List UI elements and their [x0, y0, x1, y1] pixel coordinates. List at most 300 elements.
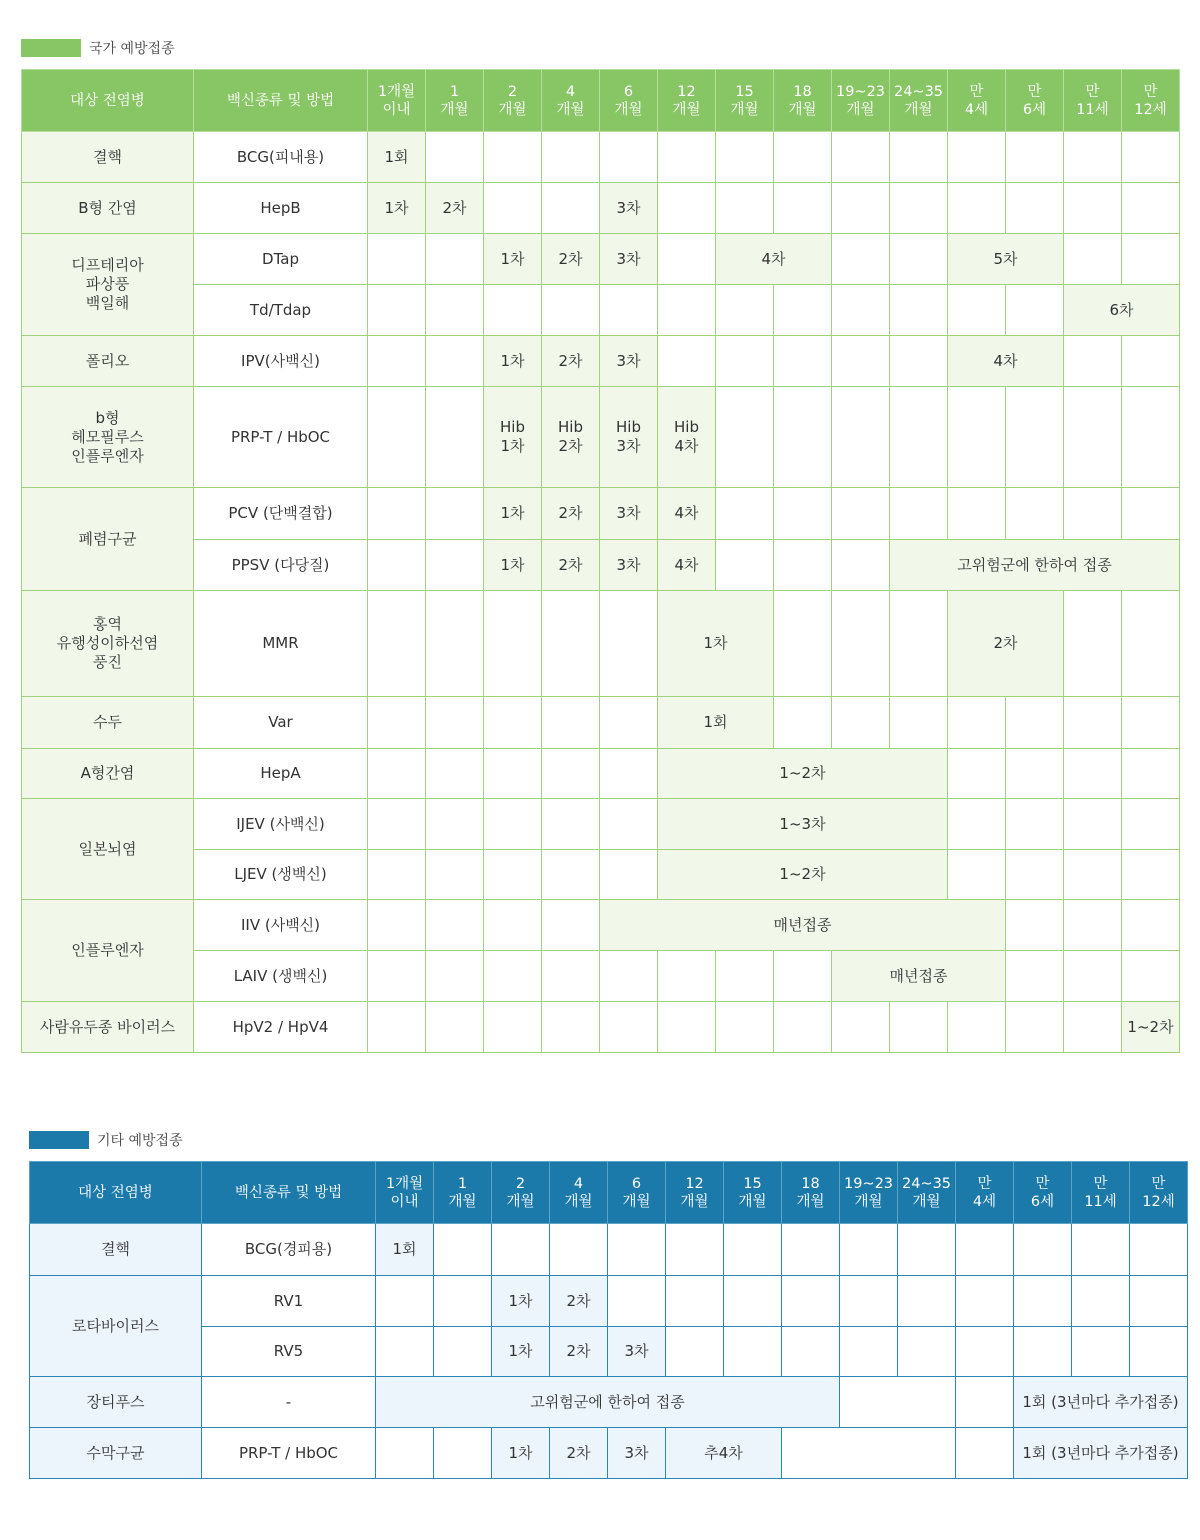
empty-cell — [550, 1224, 608, 1276]
disease-cell: b형 헤모필루스 인플루엔자 — [22, 387, 194, 488]
empty-cell — [484, 850, 542, 900]
dose-cell: 2차 — [542, 488, 600, 540]
empty-cell — [666, 1224, 724, 1276]
disease-cell: 폴리오 — [22, 336, 194, 387]
empty-cell — [832, 387, 890, 488]
empty-cell — [716, 951, 774, 1002]
empty-cell — [600, 285, 658, 336]
disease-cell: 홍역 유행성이하선염 풍진 — [22, 591, 194, 697]
table-row — [22, 540, 1180, 591]
empty-cell — [1122, 850, 1180, 900]
empty-cell — [1064, 697, 1122, 749]
empty-cell — [542, 850, 600, 900]
dose-cell: 1~3차 — [658, 799, 948, 850]
header-age: 1 개월 — [426, 70, 484, 132]
empty-cell — [658, 183, 716, 234]
header-age: 6 개월 — [600, 70, 658, 132]
dose-cell: 2차 — [542, 540, 600, 591]
empty-cell — [890, 132, 948, 183]
empty-cell — [840, 1224, 898, 1276]
empty-cell — [716, 336, 774, 387]
other-legend-swatch — [29, 1131, 89, 1149]
disease-cell: 장티푸스 — [30, 1377, 202, 1428]
dose-cell: 4차 — [948, 336, 1064, 387]
table-header-row — [30, 1162, 1188, 1224]
vaccine-cell: Td/Tdap — [194, 285, 368, 336]
empty-cell — [716, 1002, 774, 1053]
empty-cell — [542, 132, 600, 183]
empty-cell — [368, 850, 426, 900]
vaccine-cell: LJEV (생백신) — [194, 850, 368, 900]
empty-cell — [1006, 183, 1064, 234]
empty-cell — [948, 799, 1006, 850]
empty-cell — [1072, 1327, 1130, 1377]
disease-cell: 결핵 — [22, 132, 194, 183]
empty-cell — [956, 1327, 1014, 1377]
dose-cell: 1~2차 — [658, 850, 948, 900]
vaccine-cell: - — [202, 1377, 376, 1428]
header-age: 18 개월 — [774, 70, 832, 132]
other-section-header — [29, 1130, 183, 1150]
header-age: 만 12세 — [1122, 70, 1180, 132]
empty-cell — [542, 749, 600, 799]
table-row — [22, 591, 1180, 697]
empty-cell — [376, 1428, 434, 1479]
empty-cell — [774, 488, 832, 540]
empty-cell — [1064, 951, 1122, 1002]
empty-cell — [426, 799, 484, 850]
empty-cell — [600, 799, 658, 850]
dose-cell: 2차 — [550, 1327, 608, 1377]
empty-cell — [368, 900, 426, 951]
empty-cell — [1122, 951, 1180, 1002]
disease-cell: A형간염 — [22, 749, 194, 799]
dose-cell: 1~2차 — [1122, 1002, 1180, 1053]
header-disease: 대상 전염병 — [30, 1162, 202, 1224]
empty-cell — [1006, 488, 1064, 540]
empty-cell — [782, 1428, 956, 1479]
empty-cell — [368, 697, 426, 749]
disease-cell: 인플루엔자 — [22, 900, 194, 1002]
empty-cell — [426, 697, 484, 749]
header-age: 15 개월 — [716, 70, 774, 132]
empty-cell — [1130, 1327, 1188, 1377]
empty-cell — [1014, 1327, 1072, 1377]
empty-cell — [956, 1428, 1014, 1479]
empty-cell — [1122, 799, 1180, 850]
empty-cell — [426, 1002, 484, 1053]
empty-cell — [368, 387, 426, 488]
vaccine-cell: LAIV (생백신) — [194, 951, 368, 1002]
empty-cell — [484, 900, 542, 951]
empty-cell — [658, 285, 716, 336]
empty-cell — [890, 1002, 948, 1053]
table-row — [30, 1377, 1188, 1428]
vaccine-cell: Var — [194, 697, 368, 749]
table-row — [22, 1002, 1180, 1053]
empty-cell — [890, 183, 948, 234]
dose-cell: Hib 2차 — [542, 387, 600, 488]
dose-cell: 1회 — [376, 1224, 434, 1276]
empty-cell — [948, 387, 1006, 488]
empty-cell — [1014, 1224, 1072, 1276]
dose-cell: 1차 — [484, 540, 542, 591]
empty-cell — [426, 132, 484, 183]
header-age: 만 6세 — [1006, 70, 1064, 132]
empty-cell — [542, 1002, 600, 1053]
empty-cell — [716, 387, 774, 488]
empty-cell — [774, 336, 832, 387]
dose-cell: 4차 — [658, 488, 716, 540]
table-row — [30, 1276, 1188, 1327]
vaccine-cell: PPSV (다당질) — [194, 540, 368, 591]
dose-cell: 1~2차 — [658, 749, 948, 799]
empty-cell — [484, 285, 542, 336]
header-age: 19~23 개월 — [840, 1162, 898, 1224]
empty-cell — [600, 1002, 658, 1053]
table-row — [22, 850, 1180, 900]
table-row — [22, 749, 1180, 799]
empty-cell — [782, 1327, 840, 1377]
dose-cell: 1회 — [658, 697, 774, 749]
dose-cell: 1차 — [484, 234, 542, 285]
dose-cell: Hib 3차 — [600, 387, 658, 488]
other-vaccination-table — [29, 1161, 1188, 1479]
empty-cell — [426, 234, 484, 285]
empty-cell — [774, 387, 832, 488]
dose-cell: 2차 — [426, 183, 484, 234]
empty-cell — [542, 900, 600, 951]
empty-cell — [1064, 799, 1122, 850]
header-age: 만 6세 — [1014, 1162, 1072, 1224]
vaccine-cell: IIV (사백신) — [194, 900, 368, 951]
empty-cell — [1006, 132, 1064, 183]
empty-cell — [368, 1002, 426, 1053]
table-row — [22, 900, 1180, 951]
dose-cell: 1회 (3년마다 추가접종) — [1014, 1428, 1188, 1479]
empty-cell — [434, 1327, 492, 1377]
header-age: 2 개월 — [484, 70, 542, 132]
empty-cell — [658, 951, 716, 1002]
empty-cell — [948, 697, 1006, 749]
dose-cell: 매년접종 — [600, 900, 1006, 951]
empty-cell — [492, 1224, 550, 1276]
empty-cell — [434, 1224, 492, 1276]
empty-cell — [898, 1327, 956, 1377]
empty-cell — [1122, 387, 1180, 488]
empty-cell — [832, 132, 890, 183]
disease-cell: 일본뇌염 — [22, 799, 194, 900]
vaccine-cell: RV5 — [202, 1327, 376, 1377]
header-age: 19~23 개월 — [832, 70, 890, 132]
empty-cell — [484, 799, 542, 850]
empty-cell — [832, 488, 890, 540]
empty-cell — [542, 285, 600, 336]
vaccine-cell: PRP-T / HbOC — [202, 1428, 376, 1479]
header-age: 1 개월 — [434, 1162, 492, 1224]
empty-cell — [890, 336, 948, 387]
dose-cell: 4차 — [716, 234, 832, 285]
dose-cell: 2차 — [948, 591, 1064, 697]
vaccine-cell: RV1 — [202, 1276, 376, 1327]
empty-cell — [890, 387, 948, 488]
dose-cell: 2차 — [550, 1276, 608, 1327]
dose-cell: 1차 — [658, 591, 774, 697]
empty-cell — [368, 591, 426, 697]
empty-cell — [1006, 850, 1064, 900]
empty-cell — [890, 488, 948, 540]
empty-cell — [1122, 234, 1180, 285]
empty-cell — [426, 540, 484, 591]
empty-cell — [600, 591, 658, 697]
header-age: 18 개월 — [782, 1162, 840, 1224]
empty-cell — [658, 132, 716, 183]
disease-cell: 폐렴구균 — [22, 488, 194, 591]
empty-cell — [484, 951, 542, 1002]
dose-cell: 5차 — [948, 234, 1064, 285]
empty-cell — [832, 183, 890, 234]
header-age: 2 개월 — [492, 1162, 550, 1224]
table-row — [22, 234, 1180, 285]
empty-cell — [716, 285, 774, 336]
empty-cell — [1130, 1224, 1188, 1276]
empty-cell — [658, 1002, 716, 1053]
dose-cell: 2차 — [542, 234, 600, 285]
empty-cell — [368, 488, 426, 540]
empty-cell — [658, 336, 716, 387]
empty-cell — [774, 591, 832, 697]
empty-cell — [724, 1276, 782, 1327]
empty-cell — [1064, 749, 1122, 799]
empty-cell — [376, 1276, 434, 1327]
empty-cell — [1014, 1276, 1072, 1327]
empty-cell — [774, 1002, 832, 1053]
header-age: 24~35 개월 — [890, 70, 948, 132]
disease-cell: B형 간염 — [22, 183, 194, 234]
header-age: 6 개월 — [608, 1162, 666, 1224]
empty-cell — [774, 540, 832, 591]
header-age: 4 개월 — [550, 1162, 608, 1224]
empty-cell — [1006, 285, 1064, 336]
vaccine-cell: HepB — [194, 183, 368, 234]
dose-cell: Hib 4차 — [658, 387, 716, 488]
dose-cell: 1차 — [492, 1276, 550, 1327]
empty-cell — [948, 183, 1006, 234]
disease-cell: 결핵 — [30, 1224, 202, 1276]
empty-cell — [542, 951, 600, 1002]
disease-cell: 사람유두종 바이러스 — [22, 1002, 194, 1053]
vaccine-cell: IJEV (사백신) — [194, 799, 368, 850]
table-row — [30, 1428, 1188, 1479]
empty-cell — [840, 1327, 898, 1377]
empty-cell — [484, 591, 542, 697]
empty-cell — [426, 749, 484, 799]
empty-cell — [426, 336, 484, 387]
empty-cell — [948, 488, 1006, 540]
empty-cell — [542, 591, 600, 697]
empty-cell — [832, 540, 890, 591]
empty-cell — [1006, 749, 1064, 799]
empty-cell — [1072, 1276, 1130, 1327]
dose-cell: 2차 — [542, 336, 600, 387]
empty-cell — [1064, 591, 1122, 697]
empty-cell — [484, 1002, 542, 1053]
empty-cell — [774, 285, 832, 336]
disease-cell: 수두 — [22, 697, 194, 749]
empty-cell — [600, 697, 658, 749]
header-age: 만 11세 — [1064, 70, 1122, 132]
empty-cell — [1006, 900, 1064, 951]
dose-cell: 1회 (3년마다 추가접종) — [1014, 1377, 1188, 1428]
empty-cell — [542, 799, 600, 850]
vaccine-cell: PRP-T / HbOC — [194, 387, 368, 488]
empty-cell — [898, 1276, 956, 1327]
empty-cell — [1064, 900, 1122, 951]
empty-cell — [832, 697, 890, 749]
disease-cell: 디프테리아 파상풍 백일해 — [22, 234, 194, 336]
empty-cell — [1006, 387, 1064, 488]
empty-cell — [832, 1002, 890, 1053]
empty-cell — [832, 285, 890, 336]
national-vaccination-table — [21, 69, 1180, 1053]
empty-cell — [832, 336, 890, 387]
dose-cell: Hib 1차 — [484, 387, 542, 488]
empty-cell — [600, 850, 658, 900]
empty-cell — [426, 285, 484, 336]
dose-cell: 3차 — [608, 1428, 666, 1479]
empty-cell — [426, 591, 484, 697]
dose-cell: 고위험군에 한하여 접종 — [890, 540, 1180, 591]
empty-cell — [1006, 697, 1064, 749]
dose-cell: 1차 — [492, 1428, 550, 1479]
empty-cell — [600, 749, 658, 799]
vaccine-cell: BCG(피내용) — [194, 132, 368, 183]
empty-cell — [376, 1327, 434, 1377]
empty-cell — [1064, 488, 1122, 540]
table-row — [22, 183, 1180, 234]
empty-cell — [840, 1377, 956, 1428]
disease-cell: 로타바이러스 — [30, 1276, 202, 1377]
empty-cell — [1122, 183, 1180, 234]
empty-cell — [1006, 951, 1064, 1002]
vaccine-cell: HepA — [194, 749, 368, 799]
table-row — [30, 1224, 1188, 1276]
dose-cell: 3차 — [608, 1327, 666, 1377]
vaccine-cell: IPV(사백신) — [194, 336, 368, 387]
empty-cell — [898, 1224, 956, 1276]
empty-cell — [484, 132, 542, 183]
dose-cell: 3차 — [600, 336, 658, 387]
table-row — [22, 488, 1180, 540]
header-age: 24~35 개월 — [898, 1162, 956, 1224]
empty-cell — [1122, 749, 1180, 799]
empty-cell — [666, 1276, 724, 1327]
empty-cell — [1064, 183, 1122, 234]
empty-cell — [368, 951, 426, 1002]
empty-cell — [1122, 488, 1180, 540]
empty-cell — [1130, 1276, 1188, 1327]
dose-cell: 1차 — [492, 1327, 550, 1377]
empty-cell — [956, 1224, 1014, 1276]
header-age: 12 개월 — [666, 1162, 724, 1224]
empty-cell — [1122, 336, 1180, 387]
empty-cell — [956, 1276, 1014, 1327]
empty-cell — [426, 951, 484, 1002]
empty-cell — [426, 850, 484, 900]
empty-cell — [716, 540, 774, 591]
empty-cell — [600, 132, 658, 183]
dose-cell: 1차 — [484, 488, 542, 540]
header-age: 15 개월 — [724, 1162, 782, 1224]
empty-cell — [774, 951, 832, 1002]
empty-cell — [608, 1276, 666, 1327]
empty-cell — [1072, 1224, 1130, 1276]
empty-cell — [948, 749, 1006, 799]
empty-cell — [948, 850, 1006, 900]
dose-cell: 1차 — [368, 183, 426, 234]
table-row — [22, 132, 1180, 183]
empty-cell — [948, 132, 1006, 183]
empty-cell — [666, 1327, 724, 1377]
empty-cell — [368, 799, 426, 850]
empty-cell — [542, 697, 600, 749]
disease-cell: 수막구균 — [30, 1428, 202, 1479]
empty-cell — [782, 1224, 840, 1276]
header-age: 1개월 이내 — [376, 1162, 434, 1224]
empty-cell — [484, 749, 542, 799]
other-section-title: 기타 예방접종 — [97, 1133, 183, 1149]
empty-cell — [542, 183, 600, 234]
empty-cell — [774, 697, 832, 749]
dose-cell: 추4차 — [666, 1428, 782, 1479]
empty-cell — [782, 1276, 840, 1327]
empty-cell — [890, 234, 948, 285]
empty-cell — [484, 697, 542, 749]
header-age: 만 11세 — [1072, 1162, 1130, 1224]
dose-cell: 고위험군에 한하여 접종 — [376, 1377, 840, 1428]
empty-cell — [1064, 387, 1122, 488]
empty-cell — [774, 132, 832, 183]
national-section-title: 국가 예방접종 — [89, 41, 175, 57]
empty-cell — [1064, 234, 1122, 285]
empty-cell — [1122, 132, 1180, 183]
dose-cell: 3차 — [600, 488, 658, 540]
empty-cell — [890, 285, 948, 336]
dose-cell: 1회 — [368, 132, 426, 183]
vaccine-cell: MMR — [194, 591, 368, 697]
empty-cell — [890, 697, 948, 749]
empty-cell — [1064, 336, 1122, 387]
header-age: 12 개월 — [658, 70, 716, 132]
empty-cell — [368, 336, 426, 387]
empty-cell — [832, 591, 890, 697]
empty-cell — [1006, 1002, 1064, 1053]
dose-cell: 3차 — [600, 234, 658, 285]
empty-cell — [774, 183, 832, 234]
empty-cell — [890, 591, 948, 697]
table-row — [22, 697, 1180, 749]
table-row — [22, 387, 1180, 488]
empty-cell — [368, 540, 426, 591]
dose-cell: 3차 — [600, 183, 658, 234]
table-row — [30, 1327, 1188, 1377]
vaccine-cell: PCV (단백결합) — [194, 488, 368, 540]
header-age: 1개월 이내 — [368, 70, 426, 132]
empty-cell — [484, 183, 542, 234]
empty-cell — [1122, 697, 1180, 749]
dose-cell: 2차 — [550, 1428, 608, 1479]
empty-cell — [1122, 591, 1180, 697]
